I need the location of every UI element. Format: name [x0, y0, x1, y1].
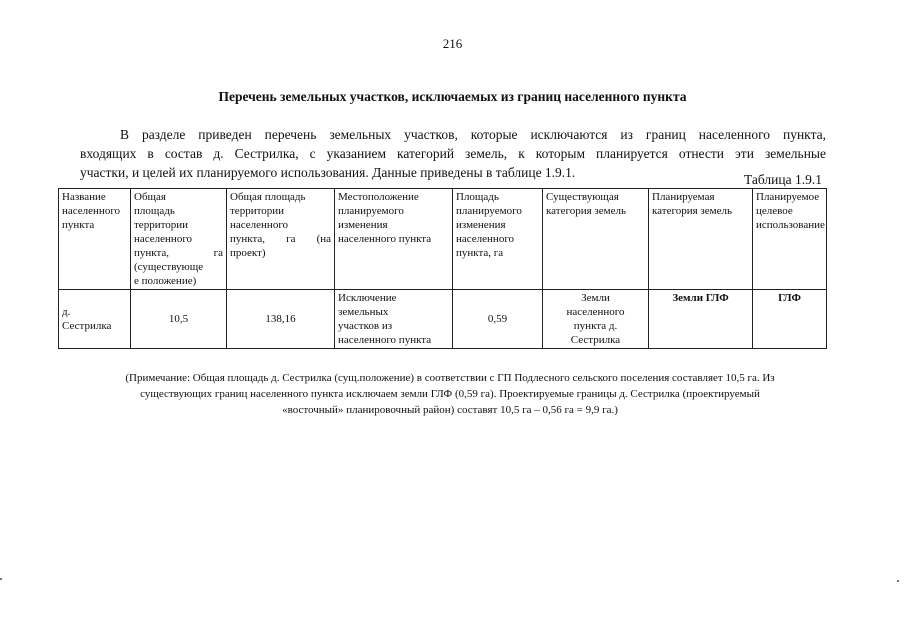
header-line: изменения — [338, 219, 388, 231]
header-line: населенного пункта — [338, 233, 432, 245]
cell-line: пункта д. — [573, 320, 618, 332]
header-line: использование — [756, 219, 825, 231]
header-line: населенного — [456, 233, 515, 245]
header-line: е положение) — [134, 275, 197, 287]
header-line: категория земель — [546, 205, 626, 217]
header-line: Общая — [134, 191, 166, 203]
header-planned-category — [649, 189, 753, 290]
page-number: 216 — [442, 36, 463, 51]
header-existing-category — [543, 189, 649, 290]
cell-area-project: 138,16 — [227, 290, 335, 349]
intro-line: участки, и целей их планируемого использования. Данные приведены в таблице 1.9.1. — [80, 165, 576, 180]
scan-mark — [897, 580, 899, 582]
cell-area-change: 0,59 — [453, 290, 543, 349]
header-line: Название — [62, 191, 106, 203]
header-line: пункта, га — [456, 247, 504, 259]
header-line: территории — [230, 205, 285, 217]
header-settlement-name — [59, 189, 131, 290]
header-line: площадь — [134, 205, 175, 217]
header-location — [335, 189, 453, 290]
header-line: планируемого — [456, 205, 522, 217]
cell-planned-use: ГЛФ — [753, 290, 827, 349]
table-row — [59, 290, 827, 349]
cell-line: участков из — [338, 320, 393, 332]
header-line: Планируемое — [756, 191, 820, 203]
note-line: существующих границ населенного пункта исключаем земли ГЛФ (0,59 га). Проектируемые границы д. Сестрилка (проектируемый — [140, 388, 760, 400]
header-area-project — [227, 189, 335, 290]
header-planned-use — [753, 189, 827, 290]
header-line: категория земель — [652, 205, 732, 217]
header-line: изменения — [456, 219, 506, 231]
header-line: (существующе — [134, 261, 204, 273]
land-plots-table — [58, 188, 827, 349]
header-line: пункта, га — [134, 247, 223, 259]
note-line: (Примечание: Общая площадь д. Сестрилка (сущ.положение) в соответствии с ГП Подлесного сельского поселения составляет 10,5 га. Из — [125, 372, 775, 384]
cell-existing-category — [543, 290, 649, 349]
cell-line: земельных — [338, 306, 389, 318]
cell-settlement — [59, 290, 131, 349]
cell-location — [335, 290, 453, 349]
cell-line: Сестрилка — [570, 334, 621, 346]
document-title: Перечень земельных участков, исключаемых из границ населенного пункта — [218, 89, 687, 104]
header-line: населенного — [230, 219, 289, 231]
note-line: «восточный» планировочный район) составят 10,5 га – 0,56 га = 9,9 га.) — [282, 404, 618, 416]
cell-planned-category: Земли ГЛФ — [649, 290, 753, 349]
cell-line: населенного пункта — [338, 334, 432, 346]
intro-paragraph — [80, 125, 826, 182]
header-line: территории — [134, 219, 189, 231]
scan-mark — [0, 578, 2, 580]
table-note — [80, 370, 820, 418]
header-line: Общая площадь — [230, 191, 306, 203]
cell-line: населенного — [566, 306, 625, 318]
header-line: Площадь — [456, 191, 499, 203]
header-area-existing — [131, 189, 227, 290]
header-line: пункта, га (на — [230, 233, 331, 245]
cell-line: д. — [62, 306, 71, 318]
header-line: населенного — [62, 205, 121, 217]
intro-line: В разделе приведен перечень земельных участков, которые исключаются из границ населенного пункта, — [120, 127, 826, 142]
header-line: Планируемая — [652, 191, 715, 203]
intro-line: входящих в состав д. Сестрилка, с указанием категорий земель, к которым планируется отнести эти земельные — [80, 146, 826, 161]
header-line: планируемого — [338, 205, 404, 217]
header-area-change — [453, 189, 543, 290]
cell-area-existing: 10,5 — [131, 290, 227, 349]
cell-line: Исключение — [338, 292, 397, 304]
table-header-row — [59, 189, 827, 290]
header-line: проект) — [230, 247, 266, 259]
cell-line: Земли — [581, 292, 610, 304]
header-line: Существующая — [546, 191, 619, 203]
header-line: пункта — [62, 219, 95, 231]
cell-line: Сестрилка — [62, 320, 112, 332]
header-line: населенного — [134, 233, 193, 245]
header-line: Местоположение — [338, 191, 419, 203]
header-line: целевое — [756, 205, 793, 217]
table-caption: Таблица 1.9.1 — [744, 172, 822, 187]
